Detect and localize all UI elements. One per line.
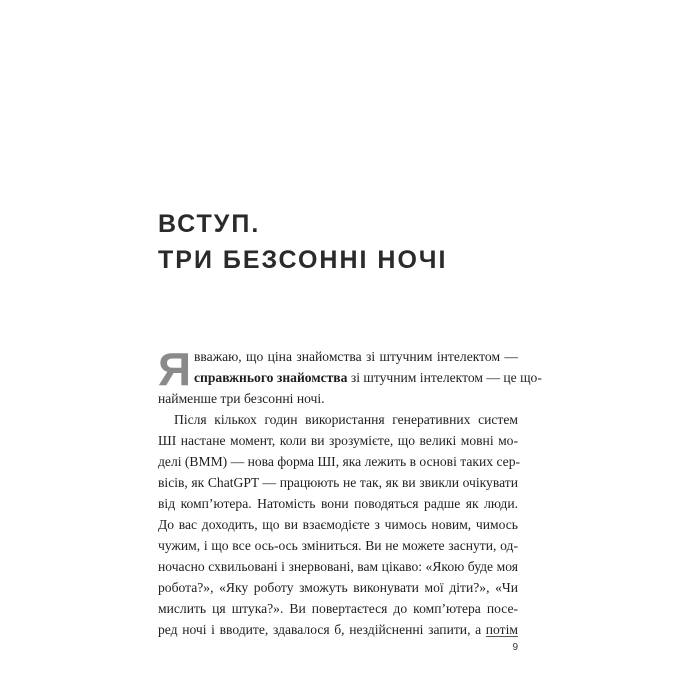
text-line: ред ночі і вводите, здавалося б, нездійсненні запити, а потім <box>158 622 518 637</box>
text-line: делі (ВММ) — нова форма ШІ, яка лежить в основі таких сер- <box>158 454 521 469</box>
chapter-title-line-1: ВСТУП. <box>158 210 261 238</box>
body-text <box>158 343 542 640</box>
text-line: вісів, як ChatGPT — працюють не так, як ви звикли очікувати <box>158 475 518 490</box>
text-line: від комп’ютера. Натомість вони поводяться радше як люди. <box>158 496 518 511</box>
text-fragment: зі штучним інтелектом — це що- <box>347 370 542 385</box>
text-line: ночасно схвильовані і знервовані, вам цікаво: «Якою буде моя <box>158 559 518 574</box>
text-line: чужим, і що все ось-ось зміниться. Ви не можете заснути, од- <box>158 538 518 553</box>
text-line: мислить ця штука?». Ви повертаєтеся до комп’ютера посе- <box>158 601 518 616</box>
text-line: ШІ настане момент, коли ви зрозумієте, що великі мовні мо- <box>158 433 518 448</box>
chapter-title-line-2: ТРИ БЕЗСОННІ НОЧІ <box>158 246 448 274</box>
text-line: вважаю, що ціна знайомства зі штучним інтелектом — <box>194 349 518 364</box>
bold-phrase: справжнього знайомства <box>194 370 348 385</box>
footer-rule <box>486 636 518 637</box>
text-line: найменше три безсонні ночі. <box>158 391 325 406</box>
text-line: Після кількох годин використання генеративних систем <box>174 412 518 427</box>
chapter-title <box>158 206 447 278</box>
page-number: 9 <box>512 642 518 653</box>
text-line: робота?», «Яку роботу зможуть виконувати мої діти?», «Чи <box>158 580 518 595</box>
text-line: До вас доходить, що ви взаємодієте з чимось новим, чимось <box>158 517 518 532</box>
drop-cap: Я <box>158 343 192 395</box>
text-line <box>194 367 542 388</box>
